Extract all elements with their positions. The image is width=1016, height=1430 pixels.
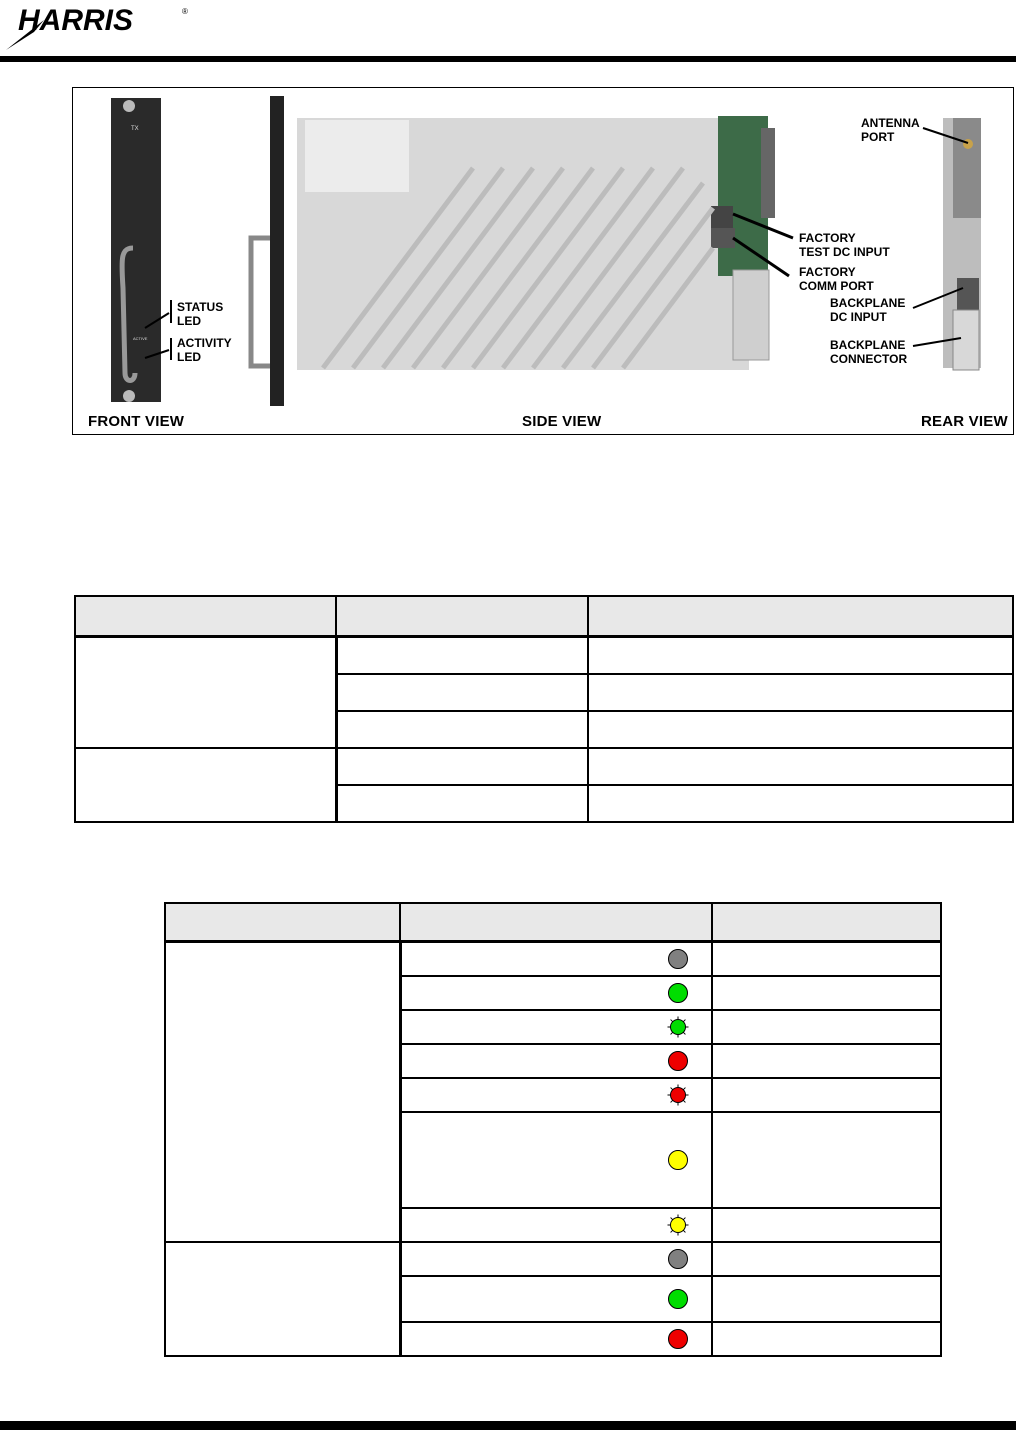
table-cell — [712, 1044, 941, 1078]
table-header-cell — [165, 903, 400, 942]
activity-led-callout: ACTIVITY LED — [177, 336, 232, 364]
table-cell — [712, 942, 941, 976]
side-view-caption: SIDE VIEW — [522, 413, 602, 430]
activity-led-group-cell — [165, 1242, 400, 1356]
led-icon — [667, 948, 689, 970]
table-cell — [712, 1242, 941, 1276]
side-handle — [251, 238, 270, 366]
logo-text: HARRIS — [18, 4, 134, 37]
table-header-row — [165, 903, 941, 942]
led-indicator-cell — [400, 1112, 711, 1208]
table-cell — [712, 1276, 941, 1322]
table-cell — [336, 748, 587, 785]
rear-view-caption: REAR VIEW — [921, 413, 1008, 430]
header-rule — [0, 56, 1016, 62]
table-cell — [712, 1078, 941, 1112]
connector-table — [74, 595, 1014, 823]
led-indicator-cell — [400, 976, 711, 1010]
table-header-row — [75, 596, 1013, 637]
front-panel-sublabel: ACTIVE — [133, 336, 148, 341]
led-indicator-cell — [400, 1208, 711, 1242]
led-indicator-cell — [400, 1276, 711, 1322]
led-indication-table — [164, 902, 942, 1357]
status-led-callout: STATUS LED — [177, 300, 224, 328]
table-cell — [75, 748, 336, 822]
table-row — [75, 637, 1013, 675]
led-icon — [667, 1050, 689, 1072]
table-row — [165, 1242, 941, 1276]
backplane-connector-callout: BACKPLANE CONNECTOR — [830, 338, 908, 366]
table-cell — [712, 1010, 941, 1044]
table-cell — [75, 637, 336, 749]
table-row — [165, 942, 941, 976]
status-led-group-cell — [165, 942, 400, 1242]
backplane-dc-input-callout: BACKPLANE DC INPUT — [830, 296, 906, 324]
led-icon — [667, 1288, 689, 1310]
antenna-port-callout: ANTENNA PORT — [861, 116, 920, 144]
table-cell — [712, 1322, 941, 1356]
antenna-port — [963, 139, 973, 149]
table-cell — [588, 637, 1013, 675]
table-cell — [588, 748, 1013, 785]
table-header-cell — [336, 596, 587, 637]
module-figure — [72, 87, 1014, 435]
led-flashing-icon — [667, 1084, 689, 1106]
table-cell — [712, 1208, 941, 1242]
registered-mark: ® — [182, 7, 188, 16]
led-icon — [667, 1248, 689, 1270]
led-indicator-cell — [400, 1044, 711, 1078]
led-flashing-icon — [667, 1214, 689, 1236]
table-cell — [588, 674, 1013, 711]
table-cell — [588, 785, 1013, 822]
footer-rule — [0, 1421, 1016, 1430]
led-indicator-cell — [400, 942, 711, 976]
led-flashing-icon — [667, 1016, 689, 1038]
table-cell — [588, 711, 1013, 748]
table-cell — [712, 976, 941, 1010]
factory-test-dc-input-callout: FACTORY TEST DC INPUT — [799, 231, 890, 259]
table-cell — [336, 711, 587, 748]
led-indicator-cell — [400, 1242, 711, 1276]
led-indicator-cell — [400, 1078, 711, 1112]
harris-logo — [4, 2, 194, 52]
table-cell — [336, 785, 587, 822]
table-header-cell — [75, 596, 336, 637]
table-cell — [336, 674, 587, 711]
table-row — [75, 748, 1013, 785]
led-icon — [667, 1328, 689, 1350]
front-panel-label: TX — [131, 126, 139, 132]
front-top-screw — [123, 100, 135, 112]
led-icon — [667, 1149, 689, 1171]
table-cell — [712, 1112, 941, 1208]
led-indicator-cell — [400, 1010, 711, 1044]
led-icon — [667, 982, 689, 1004]
side-faceplate — [270, 96, 284, 406]
factory-comm-port-callout: FACTORY COMM PORT — [799, 265, 874, 293]
front-view-caption: FRONT VIEW — [88, 413, 185, 430]
table-header-cell — [588, 596, 1013, 637]
table-cell — [336, 637, 587, 675]
table-header-cell — [400, 903, 711, 942]
front-bottom-screw — [123, 390, 135, 402]
front-panel — [111, 98, 161, 402]
table-header-cell — [712, 903, 941, 942]
led-indicator-cell — [400, 1322, 711, 1356]
